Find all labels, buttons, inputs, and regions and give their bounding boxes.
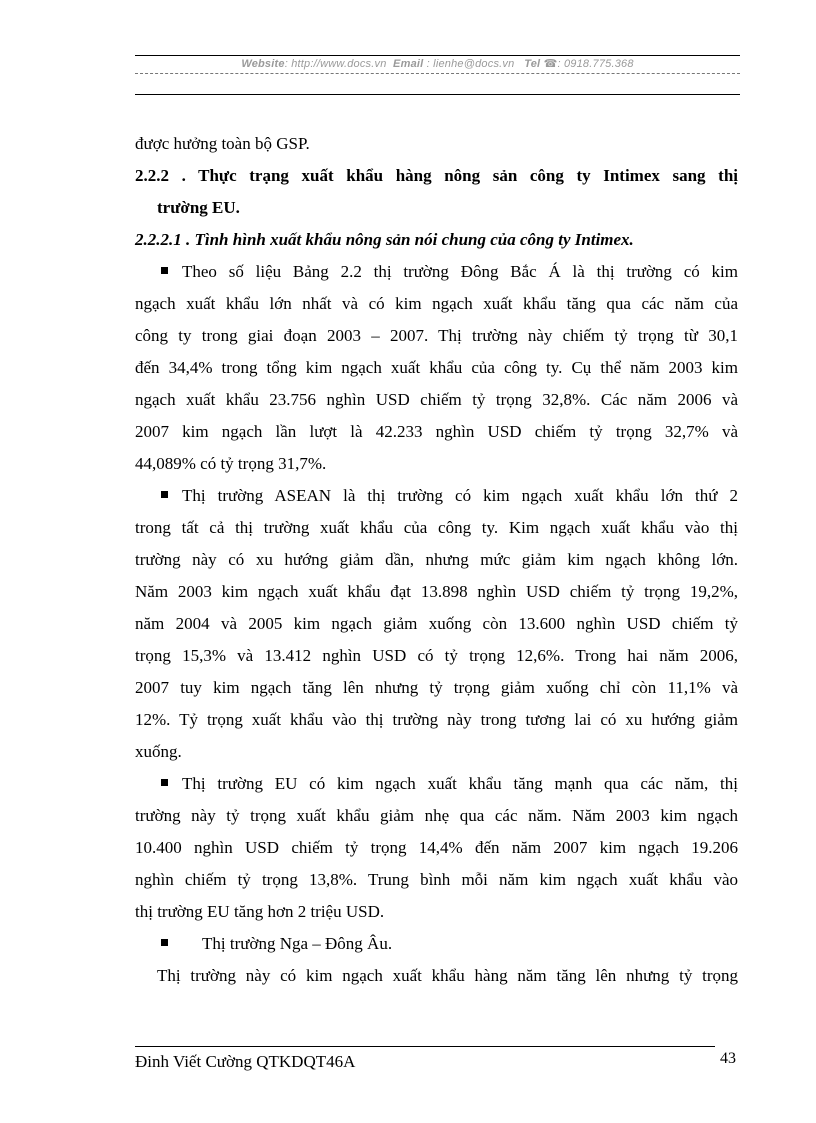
footer-rule [135, 1046, 715, 1047]
paragraph-line: trường này tỷ trọng xuất khẩu giảm nhẹ qua các năm. Năm 2003 kim ngạch [135, 806, 738, 825]
bullet-icon [161, 779, 168, 786]
page-number: 43 [720, 1050, 736, 1067]
website-link[interactable]: : http://www.docs.vn [284, 58, 387, 70]
header-contact-bar [135, 57, 740, 70]
paragraph-line: trọng 15,3% và 13.412 nghìn USD có tỷ trọng 12,6%. Trong hai năm 2006, [135, 646, 738, 665]
paragraph-line: 12%. Tỷ trọng xuất khẩu vào thị trường này trong tương lai có xu hướng giảm [135, 710, 738, 729]
phone-icon: ☎ [543, 58, 558, 70]
paragraph-line: 44,089% có tỷ trọng 31,7%. [135, 454, 327, 473]
bullet-paragraph-line: Thị trường ASEAN là thị trường có kim ngạch xuất khẩu lớn thứ 2 [135, 480, 738, 512]
section-heading-cont: trường EU. [157, 198, 240, 217]
email-link[interactable]: : lienhe@docs.vn [426, 58, 515, 70]
paragraph-line: đến 34,4% trong tổng kim ngạch xuất khẩu của công ty. Cụ thể năm 2003 kim [135, 358, 738, 377]
paragraph-line: thị trường EU tăng hơn 2 triệu USD. [135, 902, 385, 921]
bullet-icon [161, 491, 168, 498]
header-dashed-rule [135, 73, 740, 74]
paragraph-line: công ty trong giai đoạn 2003 – 2007. Thị trường này chiếm tỷ trọng từ 30,1 [135, 326, 738, 345]
paragraph-line: xuống. [135, 742, 182, 761]
tel-label: Tel [524, 58, 541, 70]
paragraph-line: 2007 tuy kim ngạch tăng lên nhưng tỷ trọng giảm xuống chỉ còn 11,1% và [135, 678, 738, 697]
website-label: Website [241, 58, 285, 70]
tel-value: : 0918.775.368 [557, 58, 634, 70]
paragraph-line: năm 2004 và 2005 kim ngạch giảm xuống còn 13.600 nghìn USD chiếm tỷ [135, 614, 738, 633]
paragraph-line: trường này có xu hướng giảm dần, nhưng mức giảm kim ngạch không lớn. [135, 550, 738, 569]
paragraph-line: trong tất cả thị trường xuất khẩu của công ty. Kim ngạch xuất khẩu vào thị [135, 518, 738, 537]
bullet-icon [161, 267, 168, 274]
bullet-paragraph-line: Thị trường EU có kim ngạch xuất khẩu tăng mạnh qua các năm, thị [135, 768, 738, 800]
header-top-rule [135, 55, 740, 56]
paragraph-line: Thị trường này có kim ngạch xuất khẩu hàng năm tăng lên nhưng tỷ trọng [157, 966, 738, 985]
subsection-heading: 2.2.2.1 . Tình hình xuất khẩu nông sản nói chung của công ty Intimex. [135, 230, 634, 249]
paragraph-line: nghìn chiếm tỷ trọng 13,8%. Trung bình mỗi năm kim ngạch xuất khẩu vào [135, 870, 738, 889]
paragraph-line: ngạch xuất khẩu 23.756 nghìn USD chiếm tỷ trọng 32,8%. Các năm 2006 và [135, 390, 738, 409]
paragraph-line: 10.400 nghìn USD chiếm tỷ trọng 14,4% đến năm 2007 kim ngạch 19.206 [135, 838, 738, 857]
document-body [135, 128, 738, 992]
section-heading: 2.2.2 . Thực trạng xuất khẩu hàng nông sản công ty Intimex sang thị [135, 166, 738, 185]
paragraph-line: 2007 kim ngạch lần lượt là 42.233 nghìn USD chiếm tỷ trọng 32,7% và [135, 422, 738, 441]
bullet-icon [161, 939, 168, 946]
email-label: Email [393, 58, 424, 70]
paragraph-line: ngạch xuất khẩu lớn nhất và có kim ngạch xuất khẩu tăng qua các năm của [135, 294, 738, 313]
footer-author: Đinh Viết Cường QTKDQT46A [135, 1052, 356, 1071]
header-bottom-rule [135, 94, 740, 95]
bullet-paragraph-line: Thị trường Nga – Đông Âu. [135, 928, 738, 960]
paragraph-line: Năm 2003 kim ngạch xuất khẩu đạt 13.898 nghìn USD chiếm tỷ trọng 19,2%, [135, 582, 738, 601]
bullet-paragraph-line: Theo số liệu Bảng 2.2 thị trường Đông Bắc Á là thị trường có kim [135, 256, 738, 288]
body-line: được hưởng toàn bộ GSP. [135, 134, 310, 153]
